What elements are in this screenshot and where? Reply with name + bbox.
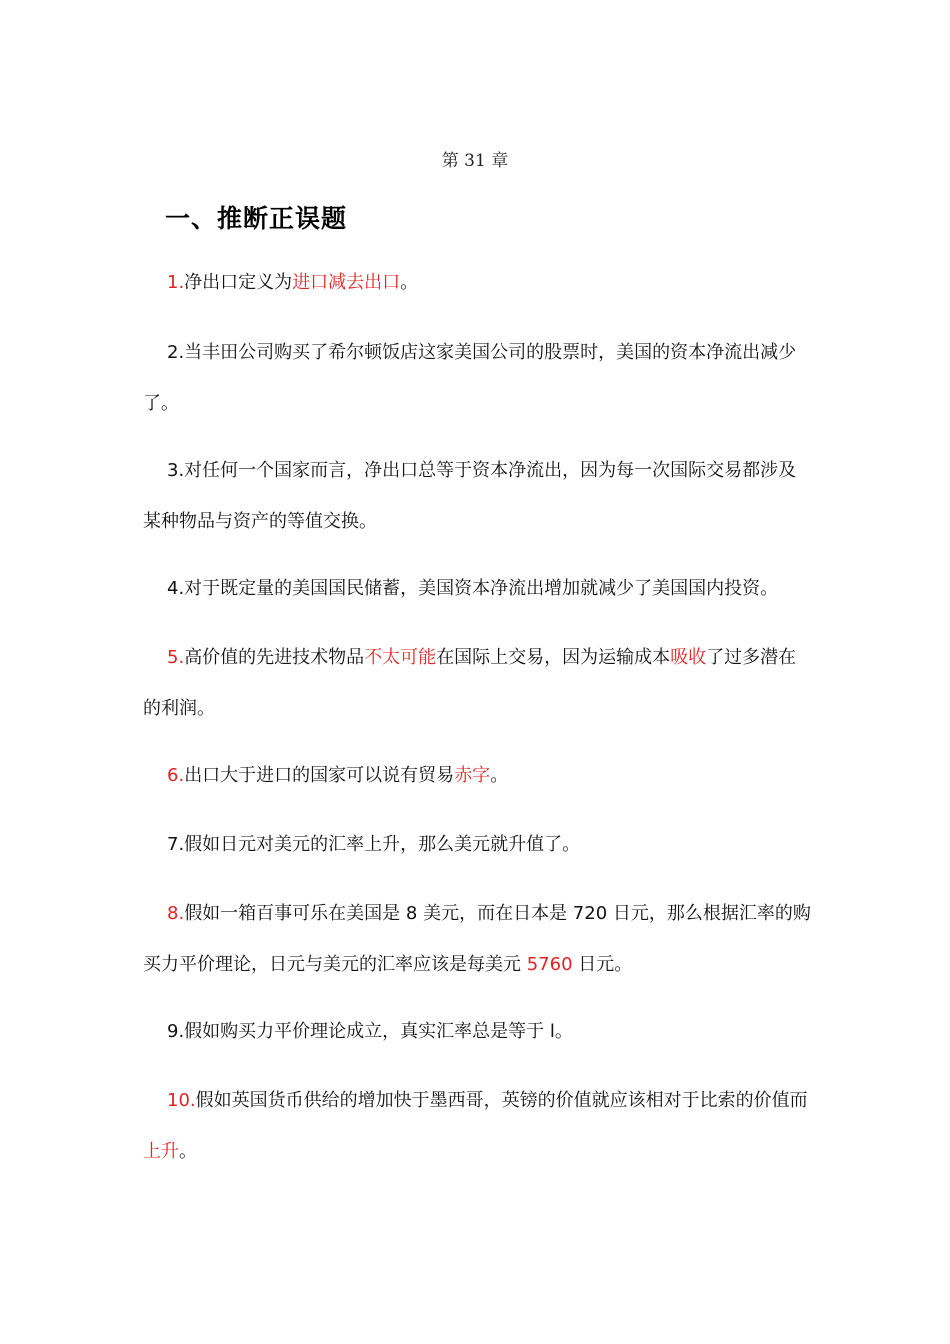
question-text: 3.对任何一个国家而言，净出口总等于资本净流出，因为每一次国际交易都涉及某种物品与资产的等值交换。 — [143, 460, 797, 532]
question-text: 日元。 — [572, 954, 633, 975]
highlighted-text: 进口减去出口 — [292, 272, 401, 293]
question-3 — [143, 445, 811, 547]
question-text: 。 — [400, 272, 419, 293]
question-4 — [143, 563, 811, 614]
question-6 — [143, 750, 811, 801]
question-10 — [143, 1075, 811, 1177]
question-text: 4.对于既定量的美国国民储蓄，美国资本净流出增加就减少了美国国内投资。 — [167, 578, 779, 599]
question-text: 净出口定义为 — [184, 272, 293, 293]
highlighted-text: 吸收 — [670, 647, 707, 668]
question-9 — [143, 1006, 811, 1057]
section-heading: 一、推断正误题 — [165, 204, 348, 233]
question-text: 。 — [490, 765, 509, 786]
question-text: 高价值的先进技术物品 — [184, 647, 365, 668]
question-text: 7.假如日元对美元的汇率上升，那么美元就升值了。 — [167, 834, 581, 855]
highlighted-text: 10. — [167, 1090, 196, 1111]
highlighted-text: 5. — [167, 647, 185, 668]
question-text: 出口大于进口的国家可以说有贸易 — [184, 765, 455, 786]
highlighted-text: 赤字 — [454, 765, 491, 786]
highlighted-text: 不太可能 — [364, 647, 437, 668]
highlighted-text: 5760 — [526, 954, 573, 975]
highlighted-text: 上升 — [143, 1141, 179, 1162]
question-5 — [143, 632, 811, 734]
question-text: 9.假如购买力平价理论成立，真实汇率总是等于 l。 — [167, 1021, 573, 1042]
question-text: 假如英国货币供给的增加快于墨西哥，英镑的价值就应该相对于比索的价值而 — [195, 1090, 808, 1111]
question-text: 了过多潜在的利润。 — [143, 647, 797, 719]
question-1 — [143, 257, 811, 308]
chapter-title: 第 31 章 — [441, 151, 509, 171]
highlighted-text: 1. — [167, 272, 185, 293]
question-text: 2.当丰田公司购买了希尔顿饭店这家美国公司的股票时，美国的资本净流出减少了。 — [143, 342, 797, 414]
question-text: 。 — [179, 1141, 197, 1162]
question-text: 在国际上交易，因为运输成本 — [436, 647, 671, 668]
highlighted-text: 6. — [167, 765, 185, 786]
question-7 — [143, 819, 811, 870]
question-8 — [143, 888, 811, 990]
highlighted-text: 8. — [167, 903, 185, 924]
question-2 — [143, 327, 811, 429]
question-text: 假如一箱百事可乐在美国是 8 美元，而在日本是 720 日元，那么根据汇率的购买力平价理论，日元与美元的汇率应该是每美元 — [143, 903, 811, 975]
